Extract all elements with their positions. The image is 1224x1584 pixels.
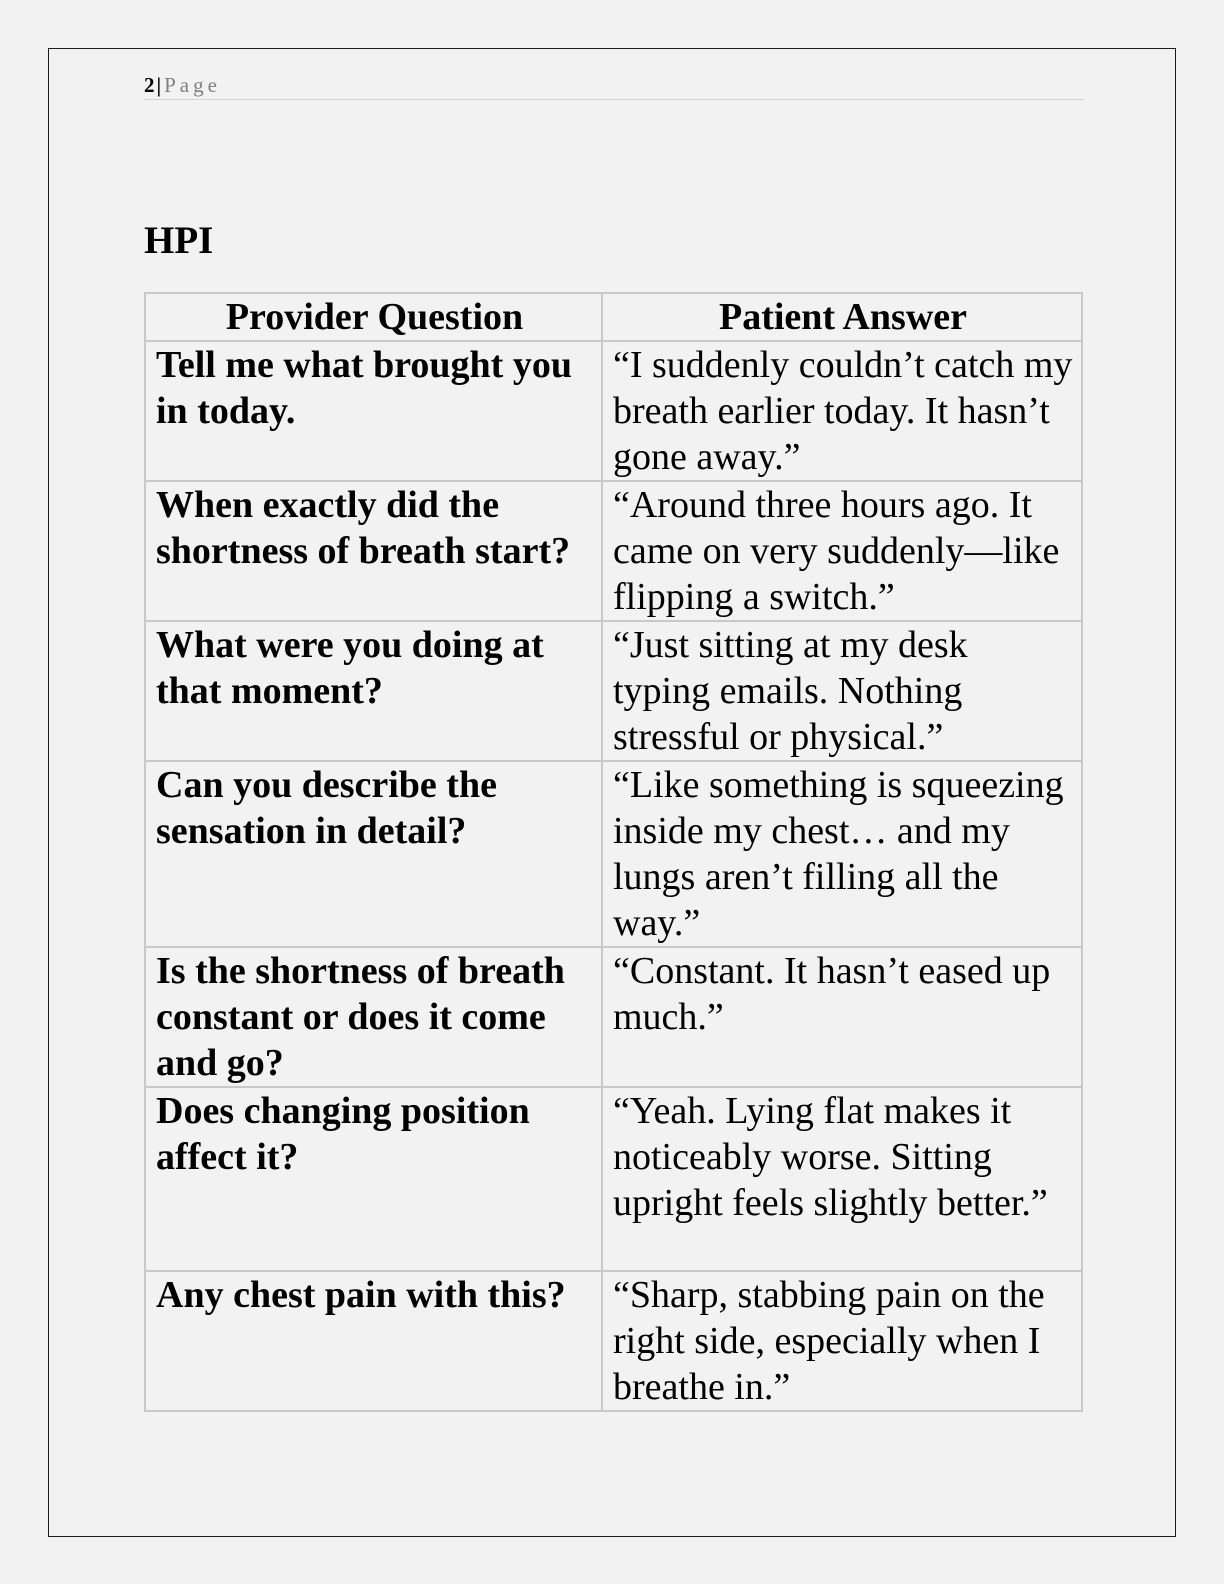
patient-answer-cell: “Constant. It hasn’t eased up much.” <box>602 947 1082 1087</box>
provider-question-cell: Can you describe the sensation in detail? <box>145 761 602 947</box>
patient-answer-cell: “Around three hours ago. It came on very suddenly—like flipping a switch.” <box>602 481 1082 621</box>
table-row <box>145 1087 1082 1271</box>
page-number: 2 <box>144 73 155 97</box>
provider-question-cell: Any chest pain with this? <box>145 1271 602 1411</box>
table-row <box>145 481 1082 621</box>
table-row <box>145 1271 1082 1411</box>
page-label: Page <box>164 73 221 97</box>
provider-question-cell: Is the shortness of breath constant or does it come and go? <box>145 947 602 1087</box>
table-row <box>145 621 1082 761</box>
column-header-provider-question: Provider Question <box>145 293 602 341</box>
provider-question-cell: What were you doing at that moment? <box>145 621 602 761</box>
patient-answer-cell: “Sharp, stabbing pain on the right side, especially when I breathe in.” <box>602 1271 1082 1411</box>
column-header-patient-answer: Patient Answer <box>602 293 1082 341</box>
patient-answer-cell: “Just sitting at my desk typing emails. Nothing stressful or physical.” <box>602 621 1082 761</box>
table-header-row <box>145 293 1082 341</box>
hpi-table <box>144 292 1083 1412</box>
page-header <box>144 70 1084 100</box>
patient-answer-cell: “Yeah. Lying flat makes it noticeably worse. Sitting upright feels slightly better.” <box>602 1087 1082 1271</box>
patient-answer-cell: “I suddenly couldn’t catch my breath earlier today. It hasn’t gone away.” <box>602 341 1082 481</box>
provider-question-cell: Does changing position affect it? <box>145 1087 602 1271</box>
provider-question-cell: When exactly did the shortness of breath start? <box>145 481 602 621</box>
section-title: HPI <box>144 219 214 262</box>
table-row <box>145 761 1082 947</box>
page-number-separator: | <box>156 73 162 97</box>
table-row <box>145 341 1082 481</box>
patient-answer-cell: “Like something is squeezing inside my chest… and my lungs aren’t filling all the way.” <box>602 761 1082 947</box>
provider-question-cell: Tell me what brought you in today. <box>145 341 602 481</box>
table-row <box>145 947 1082 1087</box>
